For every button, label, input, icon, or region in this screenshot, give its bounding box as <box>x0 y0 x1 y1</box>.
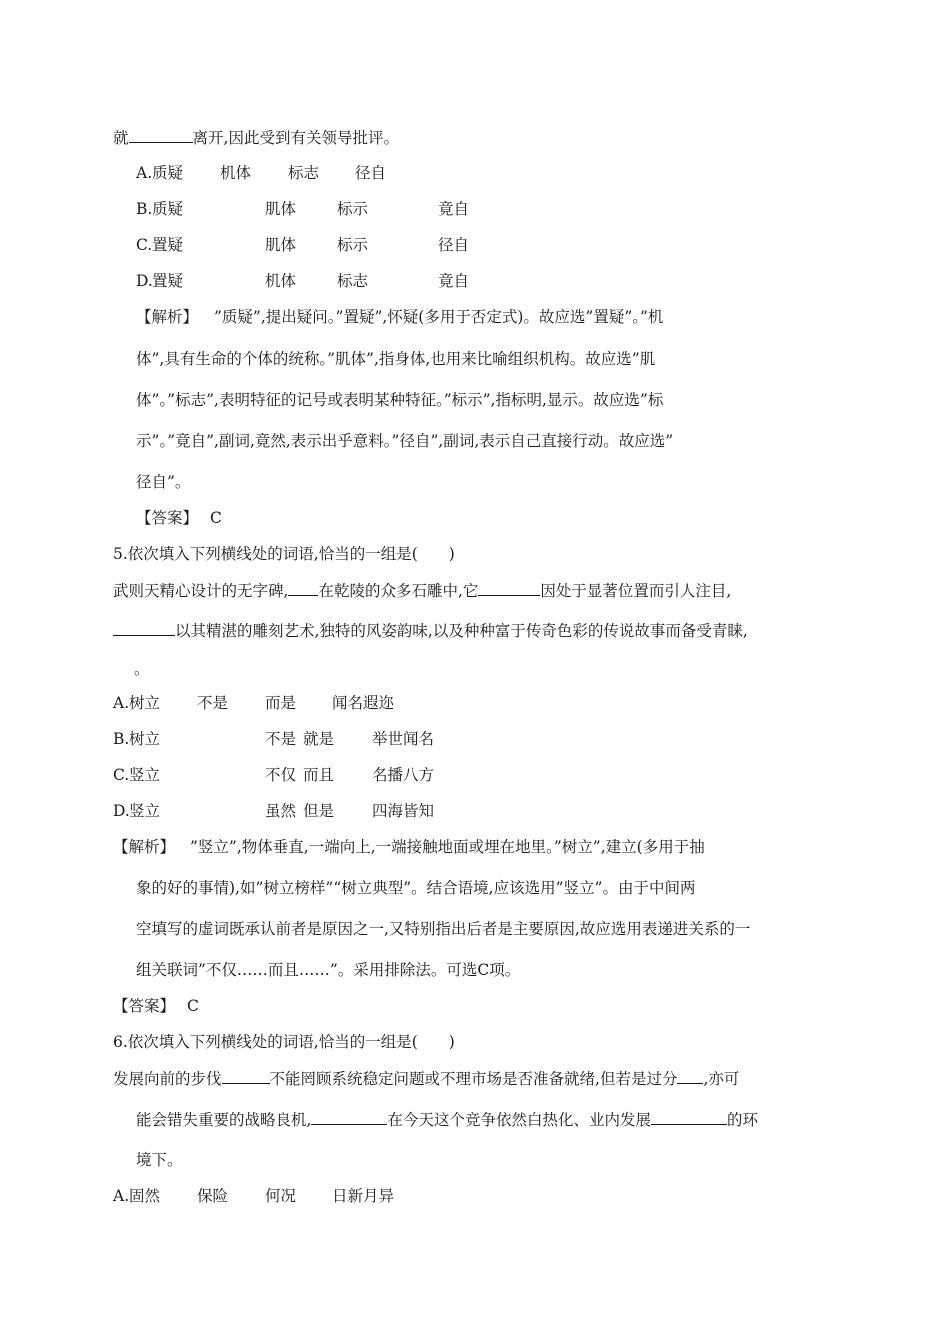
option-word-1: 固然 <box>129 1187 161 1205</box>
q6-stem-line-1 <box>113 1068 739 1089</box>
option-word-3: 标志 <box>337 272 369 290</box>
q6-question: 6.依次填入下列横线处的词语,恰当的一组是( ) <box>113 1033 455 1051</box>
option-word-3: 而且 <box>303 766 335 784</box>
option-word-4: 四海皆知 <box>372 802 435 820</box>
option-word-1: 竖立 <box>129 766 161 784</box>
answer-value: C <box>210 509 222 527</box>
q6-stem-line-3: 境下。 <box>136 1151 183 1169</box>
answer-tag: 【答案】 <box>113 997 176 1015</box>
option-word-4: 径自 <box>355 164 387 182</box>
q6-stem-part: 在今天这个竞争依然白热化、业内发展 <box>387 1111 651 1129</box>
option-word-2: 不是 <box>265 730 297 748</box>
q6-stem-part: 不能罔顾系统稳定问题或不理市场是否准备就绪,但若是过分 <box>269 1070 678 1088</box>
analysis-tag: 【解析】 <box>113 838 176 856</box>
option-word-3: 标志 <box>288 164 320 182</box>
option-word-3: 但是 <box>303 802 335 820</box>
analysis-tag: 【解析】 <box>136 308 199 326</box>
option-word-1: 置疑 <box>152 272 184 290</box>
option-word-2: 虽然 <box>265 802 297 820</box>
option-word-4: 闻名遐迩 <box>332 694 395 712</box>
option-word-3: 就是 <box>303 730 335 748</box>
q4-stem-after: 离开,因此受到有关领导批评。 <box>192 129 399 147</box>
option-word-3: 标示 <box>337 200 369 218</box>
q6-stem-line-2 <box>136 1109 758 1130</box>
analysis-line: 空填写的虚词既承认前者是原因之一,又特别指出后者是主要原因,故应选用表递进关系的一 <box>136 920 751 938</box>
q6-stem-part: 发展向前的步伐 <box>113 1070 222 1088</box>
q6-stem-part: ,亦可 <box>703 1070 740 1088</box>
answer-tag: 【答案】 <box>136 509 199 527</box>
analysis-line: 象的好的事情),如”树立榜样”“树立典型”。结合语境,应该选用”竖立”。由于中间两 <box>136 879 696 897</box>
option-letter: C. <box>113 766 130 784</box>
option-word-1: 质疑 <box>152 164 184 182</box>
option-letter: B. <box>136 200 153 218</box>
option-letter: C. <box>136 236 153 254</box>
option-word-1: 树立 <box>129 730 161 748</box>
option-word-4: 举世闻名 <box>372 730 435 748</box>
analysis-line: 体”,具有生命的个体的统称。”肌体”,指身体,也用来比喻组织机构。故应选”肌 <box>136 350 656 368</box>
answer-value: C <box>187 997 199 1015</box>
q6-blank-3 <box>311 1109 387 1125</box>
option-word-2: 肌体 <box>265 200 297 218</box>
analysis-line: ”竖立”,物体垂直,一端向上,一端接触地面或埋在地里。”树立”,建立(多用于抽 <box>190 838 705 856</box>
analysis-line: 示”。”竟自”,副词,竟然,表示出乎意料。”径自”,副词,表示自己直接行动。故应选” <box>136 432 674 450</box>
q5-blank-3 <box>113 620 175 636</box>
q5-stem-line-2 <box>113 620 748 641</box>
option-word-2: 不仅 <box>265 766 297 784</box>
option-word-4: 竟自 <box>438 272 470 290</box>
option-word-4: 日新月异 <box>332 1187 395 1205</box>
q5-stem-part: 因处于显著位置而引人注目, <box>540 582 732 600</box>
q5-stem-part: 以其精湛的雕刻艺术,独特的风姿韵味,以及种种富于传奇色彩的传说故事而备受青睐, <box>175 622 748 640</box>
option-letter: A. <box>113 694 130 712</box>
analysis-line: 径自”。 <box>136 473 191 491</box>
option-word-2: 保险 <box>197 1187 229 1205</box>
option-word-1: 竖立 <box>129 802 161 820</box>
q6-stem-part: 的环 <box>726 1111 758 1129</box>
option-word-4: 竟自 <box>438 200 470 218</box>
option-word-3: 标示 <box>337 236 369 254</box>
q4-stem-before: 就 <box>113 129 129 147</box>
option-word-2: 机体 <box>265 272 297 290</box>
option-word-3: 而是 <box>265 694 297 712</box>
q4-blank <box>129 127 193 143</box>
q5-stem-line-3: 。 <box>134 660 150 678</box>
option-word-3: 何况 <box>265 1187 297 1205</box>
q5-blank-2 <box>478 580 540 596</box>
option-word-1: 树立 <box>129 694 161 712</box>
q4-stem-tail <box>113 127 399 148</box>
option-word-1: 质疑 <box>152 200 184 218</box>
option-word-2: 肌体 <box>265 236 297 254</box>
q6-stem-part: 能会错失重要的战略良机, <box>136 1111 312 1129</box>
analysis-line: ”质疑”,提出疑问。”置疑”,怀疑(多用于否定式)。故应选”置疑”。”机 <box>214 308 664 326</box>
q6-blank-4 <box>651 1109 727 1125</box>
q5-question: 5.依次填入下列横线处的词语,恰当的一组是( ) <box>113 545 455 563</box>
option-word-4: 径自 <box>438 236 470 254</box>
q6-blank-1 <box>222 1068 270 1084</box>
option-word-2: 机体 <box>220 164 252 182</box>
option-letter: A. <box>136 164 153 182</box>
analysis-line: 体”。”标志”,表明特征的记号或表明某种特征。”标示”,指标明,显示。故应选”标 <box>136 391 664 409</box>
q5-stem-part: 在乾陵的众多石雕中,它 <box>318 582 479 600</box>
option-word-2: 不是 <box>197 694 229 712</box>
q6-blank-2 <box>677 1068 703 1084</box>
option-word-1: 置疑 <box>152 236 184 254</box>
option-letter: D. <box>113 802 130 820</box>
option-letter: B. <box>113 730 130 748</box>
option-letter: A. <box>113 1187 130 1205</box>
q5-blank-1 <box>288 580 318 596</box>
q5-stem-line-1 <box>113 580 731 601</box>
option-letter: D. <box>136 272 153 290</box>
q5-stem-part: 武则天精心设计的无字碑, <box>113 582 289 600</box>
option-word-4: 名播八方 <box>372 766 435 784</box>
analysis-line: 组关联词”不仅……而且……”。采用排除法。可选C项。 <box>136 961 521 979</box>
